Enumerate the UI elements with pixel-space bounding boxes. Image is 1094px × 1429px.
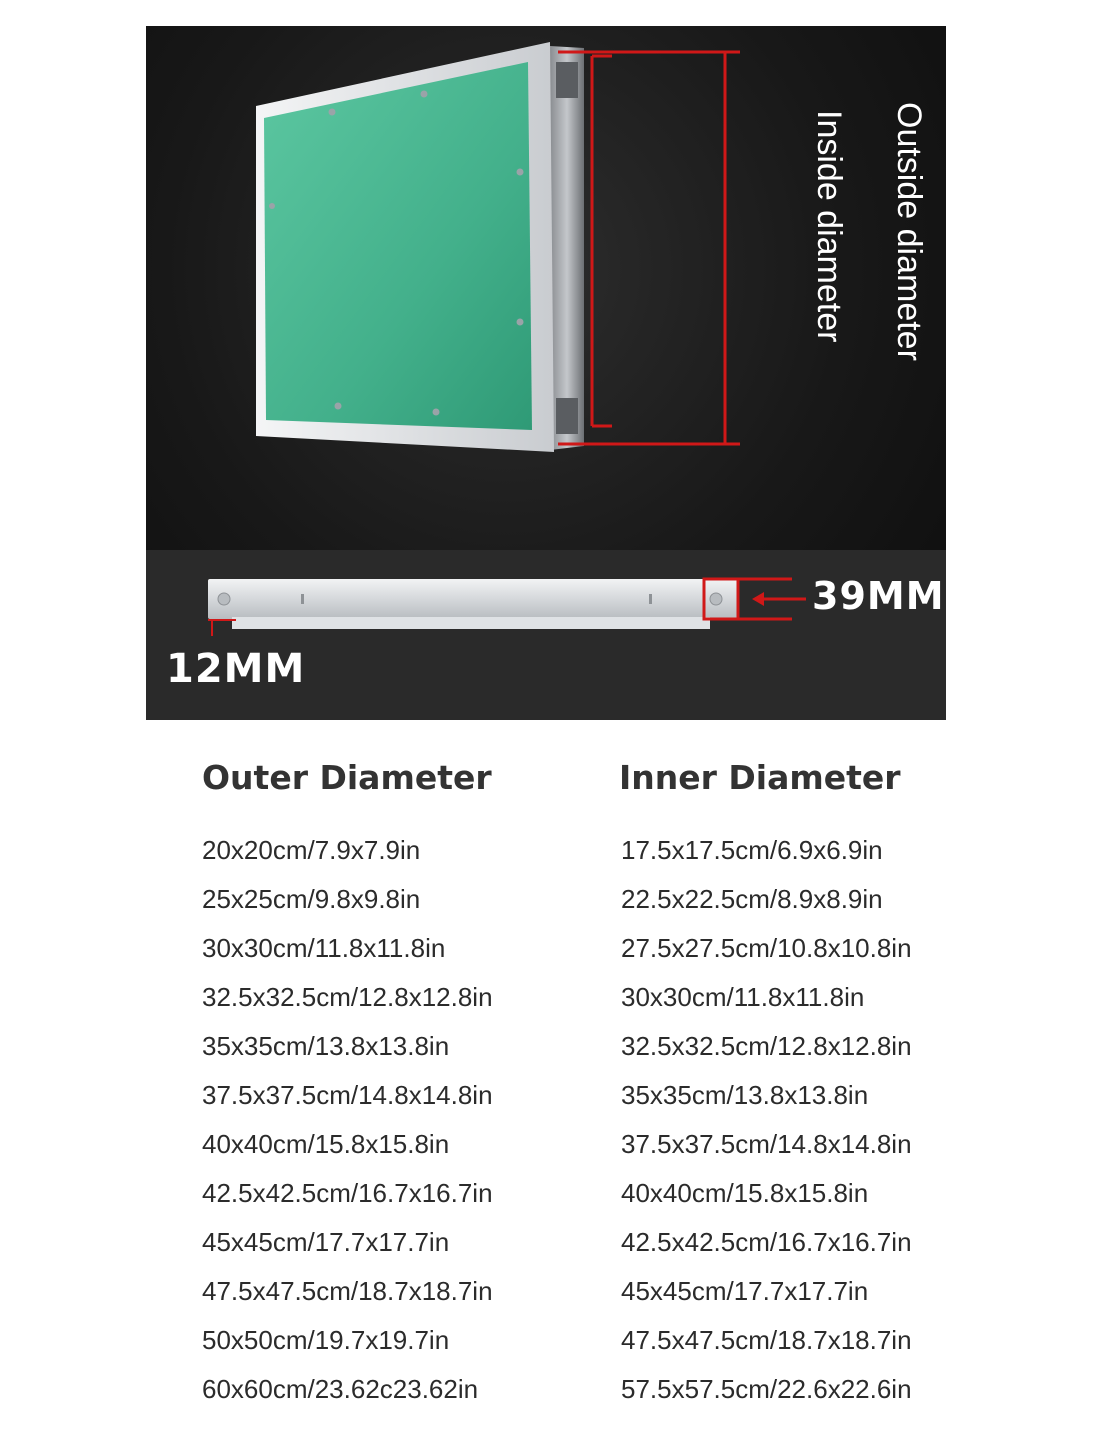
profile-hole [710,593,722,605]
screw [269,203,275,209]
list-item: 25x25cm/9.8x9.8in [202,884,421,914]
panel-green-board [264,62,532,430]
list-item: 47.5x47.5cm/18.7x18.7in [621,1325,912,1355]
list-item: 37.5x37.5cm/14.8x14.8in [202,1080,493,1110]
profile-slot [649,594,652,604]
list-item: 32.5x32.5cm/12.8x12.8in [202,982,493,1012]
screw [433,409,440,416]
outside-diameter-marker [558,52,740,444]
list-item: 57.5x57.5cm/22.6x22.6in [621,1374,912,1404]
depth-label: 39MM [812,574,945,618]
list-item: 60x60cm/23.62c23.62in [202,1374,479,1404]
product-photo [146,26,946,720]
aluminum-profile [208,579,738,619]
inner-diameter-header: Inner Diameter [619,758,901,797]
list-item: 40x40cm/15.8x15.8in [202,1129,450,1159]
screw [517,319,524,326]
panel-side-bracket [556,398,578,434]
list-item: 35x35cm/13.8x13.8in [621,1080,869,1110]
inner-diameter-list [621,830,912,1418]
list-item: 27.5x27.5cm/10.8x10.8in [621,933,912,963]
list-item: 35x35cm/13.8x13.8in [202,1031,450,1061]
list-item: 30x30cm/11.8x11.8in [621,982,865,1012]
profile-slot [301,594,304,604]
list-item: 50x50cm/19.7x19.7in [202,1325,450,1355]
list-item: 32.5x32.5cm/12.8x12.8in [621,1031,912,1061]
list-item: 20x20cm/7.9x7.9in [202,835,421,865]
list-item: 47.5x47.5cm/18.7x18.7in [202,1276,493,1306]
list-item: 22.5x22.5cm/8.9x8.9in [621,884,883,914]
list-item: 37.5x37.5cm/14.8x14.8in [621,1129,912,1159]
outer-diameter-header: Outer Diameter [202,758,492,797]
outside-diameter-label: Outside diameter [890,102,928,361]
screw [335,403,342,410]
list-item: 45x45cm/17.7x17.7in [621,1276,869,1306]
screw [421,91,428,98]
list-item: 30x30cm/11.8x11.8in [202,933,446,963]
screw [329,109,336,116]
profile-hole [218,593,230,605]
list-item: 17.5x17.5cm/6.9x6.9in [621,835,883,865]
list-item: 42.5x42.5cm/16.7x16.7in [621,1227,912,1257]
inside-diameter-label: Inside diameter [810,110,848,343]
panel-side-frame [550,46,584,450]
list-item: 40x40cm/15.8x15.8in [621,1178,869,1208]
panel-side-bracket [556,62,578,98]
inside-diameter-marker [592,56,612,426]
list-item: 42.5x42.5cm/16.7x16.7in [202,1178,493,1208]
aluminum-profile-lip [232,617,710,629]
list-item: 45x45cm/17.7x17.7in [202,1227,450,1257]
screw [517,169,524,176]
flange-label: 12MM [166,646,306,692]
outer-diameter-list [202,830,493,1418]
